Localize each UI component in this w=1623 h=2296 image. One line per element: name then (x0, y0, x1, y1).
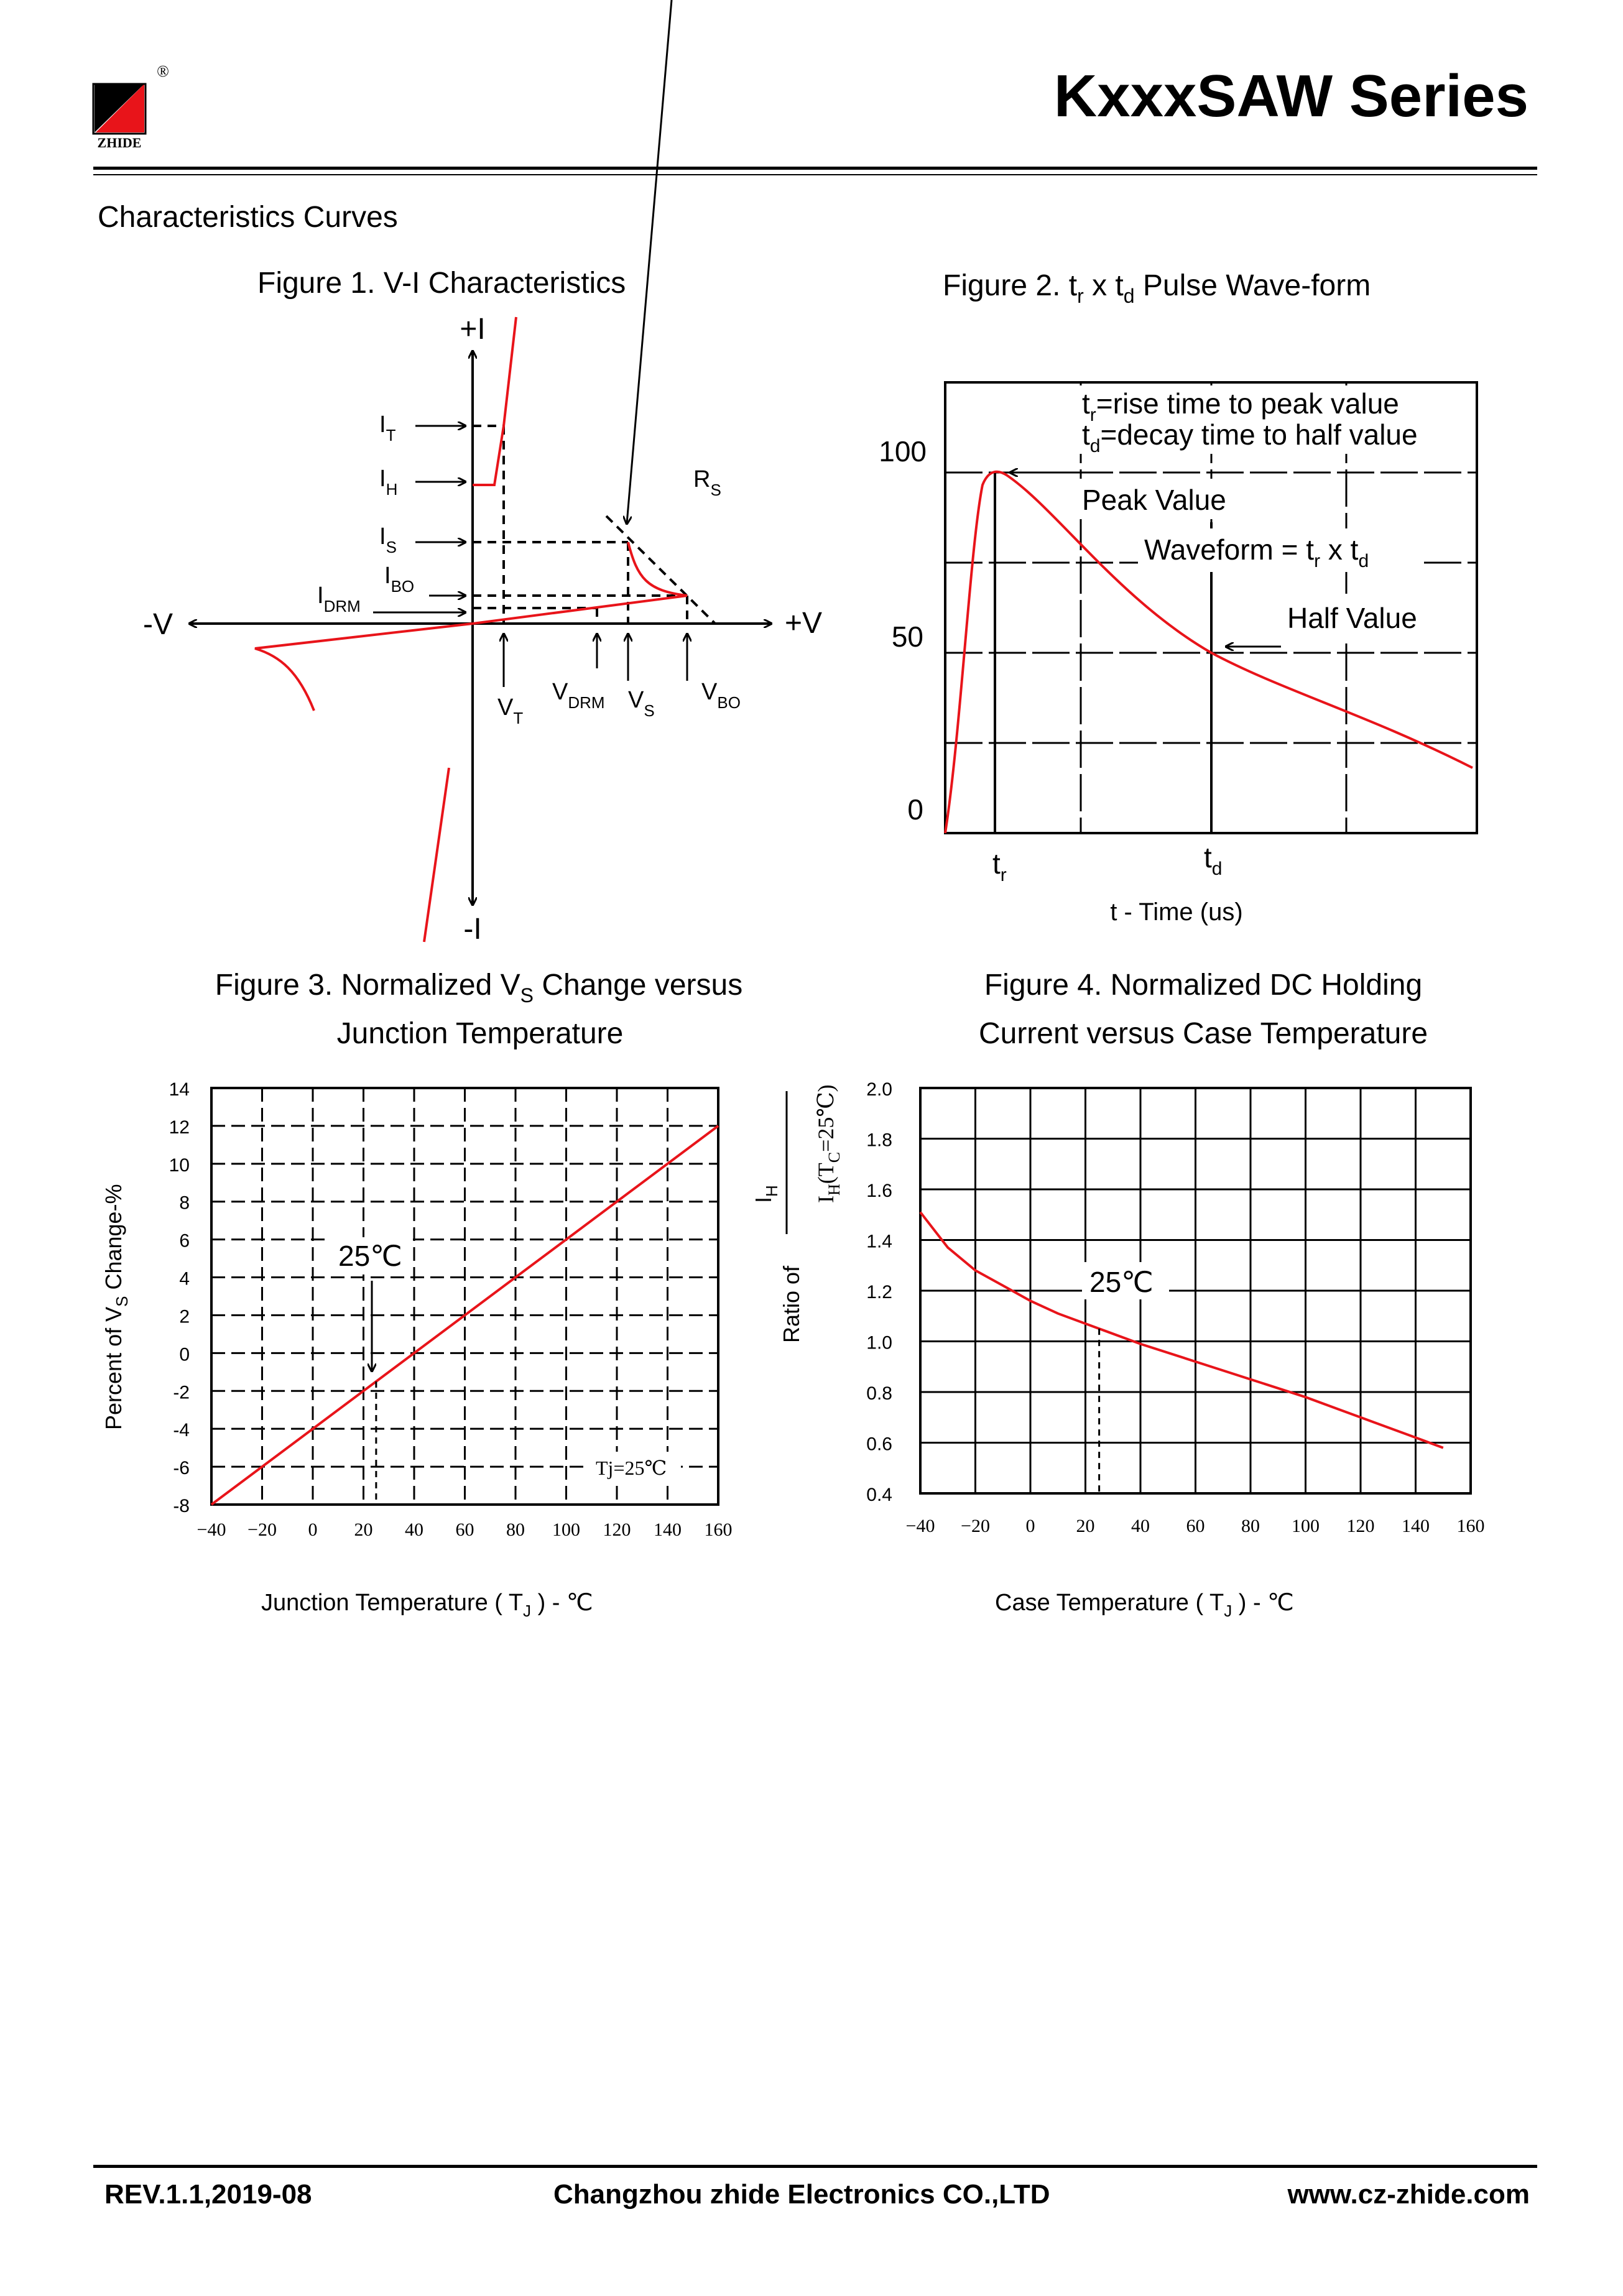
fig1-label-vt: $V_T$ (497, 694, 524, 727)
fig1-label-idrm: $I_{DRM}$ (317, 583, 361, 615)
fig1-label-plus-v: +V (785, 607, 823, 640)
fig1-label-rs: $R_S$ (693, 466, 721, 499)
fig4-y-label-ih-ref: $I_H(T_C=25℃)$ (813, 1084, 843, 1203)
fig2-ytick-0: 0 (907, 793, 923, 826)
fig1-label-minus-v: -V (143, 608, 173, 641)
document-title: KxxxSAW Series (1053, 63, 1528, 129)
y-tick-label: 0 (179, 1344, 190, 1365)
fig1-label-it: $I_T$ (379, 412, 396, 445)
x-tick-label: 100 (552, 1519, 580, 1540)
fig1-label-minus-i: -I (463, 913, 482, 946)
x-tick-label: 20 (354, 1519, 373, 1540)
fig2-xlabel-tr: $t_r$ (992, 847, 1007, 885)
x-tick-label: −20 (961, 1516, 990, 1536)
x-tick-label: 60 (455, 1519, 474, 1540)
x-tick-label: 160 (1456, 1516, 1485, 1536)
fig2-peak-label: Peak Value (1082, 484, 1226, 516)
y-tick-label: 0.4 (866, 1485, 892, 1505)
y-tick-label: 0.6 (866, 1434, 892, 1455)
x-tick-label: 80 (506, 1519, 525, 1540)
fig1-label-ih: $I_H$ (379, 466, 398, 499)
fig2-xlabel-td: $t_d$ (1204, 841, 1223, 879)
x-tick-label: 80 (1241, 1516, 1260, 1536)
x-tick-label: 0 (1025, 1516, 1035, 1536)
x-tick-label: 100 (1292, 1516, 1320, 1536)
series-line (920, 1212, 1443, 1448)
fig3-y-axis-title: Percent of $V_S$ Change-% (101, 1184, 131, 1430)
x-tick-label: −40 (197, 1519, 226, 1540)
fig4-annotation-25c: 25℃ (1089, 1266, 1154, 1298)
fig4-x-axis-title: Case Temperature ( $T_J$ ) - ℃ (995, 1590, 1294, 1620)
x-tick-label: 140 (1402, 1516, 1430, 1536)
figure3-title-line1: Figure 3. Normalized $V_S$ Change versus (215, 969, 743, 1007)
fig2-x-axis-title: t - Time (us) (1110, 898, 1243, 926)
x-tick-label: 160 (704, 1519, 733, 1540)
figure4-title-line2: Current versus Case Temperature (978, 1017, 1428, 1050)
fig1-label-ibo: $I_{BO}$ (384, 563, 415, 596)
x-tick-label: −40 (905, 1516, 935, 1536)
footer-website[interactable]: www.cz-zhide.com (1287, 2179, 1530, 2210)
fig2-legend-tr: $t_r=rise$ time to peak value (1082, 387, 1399, 425)
y-tick-label: -8 (173, 1496, 190, 1516)
section-title: Characteristics Curves (98, 201, 398, 234)
logo-wordmark: ZHIDE (97, 135, 142, 150)
fig1-label-is: $I_S$ (379, 523, 397, 556)
fig3-annotation-25c: 25℃ (338, 1240, 402, 1272)
figure4-title-line1: Figure 4. Normalized DC Holding (984, 969, 1423, 1002)
y-tick-label: 4 (179, 1268, 190, 1289)
y-tick-label: 1.0 (866, 1332, 892, 1353)
y-tick-label: 0.8 (866, 1383, 892, 1404)
y-tick-label: 1.2 (866, 1282, 892, 1302)
footer-revision: REV.1.1,2019-08 (104, 2179, 312, 2210)
y-tick-label: 2.0 (866, 1079, 892, 1100)
y-tick-label: 1.4 (866, 1231, 892, 1252)
fig1-label-vs: $V_S$ (628, 687, 655, 720)
y-tick-label: 8 (179, 1192, 190, 1214)
x-tick-label: 20 (1076, 1516, 1095, 1536)
fig3-x-axis-title: Junction Temperature ( $T_J$ ) - ℃ (261, 1590, 593, 1620)
fig1-label-plus-i: +I (460, 313, 486, 346)
y-tick-label: 10 (169, 1155, 190, 1176)
fig3-tj-label: Tj=25℃ (596, 1457, 667, 1479)
x-tick-label: 40 (1131, 1516, 1150, 1536)
fig4-plot-area (866, 1079, 1484, 1536)
x-tick-label: 0 (308, 1519, 318, 1540)
y-tick-label: 6 (179, 1230, 190, 1252)
x-tick-label: −20 (247, 1519, 277, 1540)
figure2-title: Figure 2. $t_r$ x $t_d$ Pulse Wave-form (943, 269, 1371, 307)
fig2-legend-td: $t_d=decay$ time to half value (1082, 418, 1418, 456)
y-tick-label: 1.8 (866, 1130, 892, 1151)
fig1-label-vdrm: $V_{DRM}$ (552, 679, 605, 712)
figure3-title-line2: Junction Temperature (336, 1017, 624, 1050)
x-tick-label: 60 (1186, 1516, 1205, 1536)
fig2-ytick-100: 100 (879, 435, 927, 468)
x-tick-label: 120 (603, 1519, 631, 1540)
fig2-half-label: Half Value (1287, 602, 1417, 634)
y-tick-label: -2 (173, 1382, 190, 1403)
fig2-waveform-label: Waveform = $t_r$ x $t_d$ (1144, 533, 1369, 571)
fig1-label-vbo: $V_{BO}$ (701, 679, 741, 712)
y-tick-label: -6 (173, 1458, 190, 1479)
y-tick-label: 2 (179, 1306, 190, 1327)
registered-mark: ® (157, 62, 169, 80)
figure1-title: Figure 1. V-I Characteristics (257, 267, 626, 300)
x-tick-label: 140 (654, 1519, 682, 1540)
x-tick-label: 120 (1346, 1516, 1375, 1536)
fig4-y-label-ratio: Ratio of (779, 1265, 804, 1343)
y-tick-label: 14 (169, 1079, 190, 1100)
y-tick-label: 1.6 (866, 1181, 892, 1201)
x-tick-label: 40 (405, 1519, 423, 1540)
y-tick-label: -4 (173, 1420, 190, 1441)
footer-company: Changzhou zhide Electronics CO.,LTD (553, 2179, 1050, 2210)
fig2-ytick-50: 50 (891, 620, 923, 653)
y-tick-label: 12 (169, 1117, 190, 1138)
fig4-y-label-ih: $I_H$ (751, 1185, 781, 1203)
footer-rule (93, 2165, 1537, 2168)
